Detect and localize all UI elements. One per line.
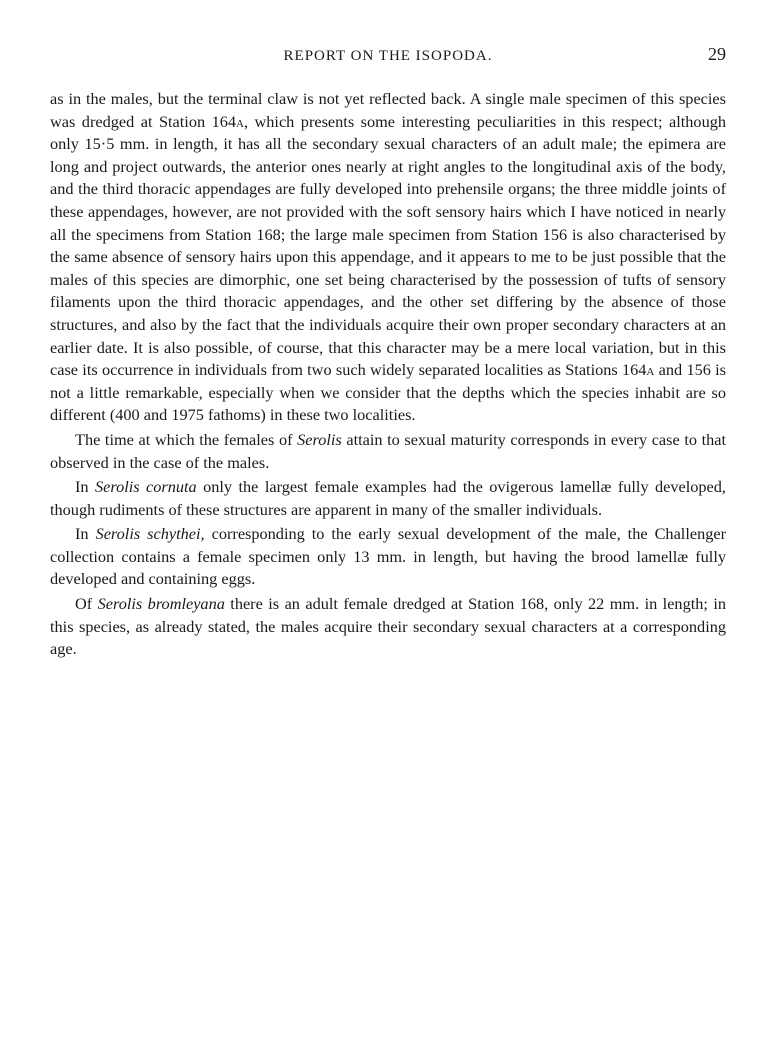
paragraph-5	[50, 593, 726, 661]
text-segment: there is an adult female dredged at Station 168, only 22 mm. in length; in this species, as already stated, the males acquire their secondary sexual characters at a corresponding age.	[50, 594, 726, 659]
paragraph-4	[50, 523, 726, 591]
species-name: Serolis cornuta	[95, 477, 197, 497]
text-segment: In	[75, 524, 96, 544]
text-segment: and 156 is not a little remarkable, especially when we consider that the depths which the species inhabit are so different (400 and 1975 fathoms) in these two localities.	[50, 360, 727, 425]
body-text	[50, 88, 726, 661]
page	[50, 38, 726, 663]
paragraph-1	[50, 88, 726, 427]
text-segment-small-caps: a	[236, 111, 244, 131]
species-name: Serolis bromleyana	[97, 594, 225, 614]
species-name: Serolis	[297, 429, 342, 449]
text-segment: The time at which the females of	[75, 429, 298, 449]
paragraph-2	[50, 429, 726, 474]
species-name: Serolis schythei,	[95, 524, 205, 544]
text-segment: only the largest female examples had the ovigerous lamellæ fully developed, though rudiments of these structures are apparent in many of the smaller individuals.	[50, 477, 726, 519]
paragraph-3	[50, 476, 726, 521]
text-segment: attain to sexual maturity corresponds in every case to that observed in the case of the males.	[50, 429, 726, 472]
running-header	[50, 38, 726, 68]
running-title: REPORT ON THE ISOPODA.	[283, 48, 493, 64]
text-segment: , which presents some interesting peculiarities in this respect; although only 15·5 mm. in length, it has all the secondary sexual characters of an adult male; the epimera are long and project outwards, the anterior ones nearly at right angles to the longitudinal axis of the body, and the third thoracic appendages are fully developed into prehensile organs; the three middle joints of these appendages, however, are not provided with the soft sensory hairs which I have noticed in nearly all the specimens from Station 168; the large male specimen from Station 156 is also characterised by the same absence of sensory hairs upon this appendage, and it appears to me to be just possible that the males of this species are dimorphic, one set being characterised by the possession of tufts of sensory filaments upon the third thoracic appendages, and the other set differing by the absence of those structures, and also by the fact that the individuals acquire their own proper secondary characters at an earlier date. It is also possible, of course, that this character may be a mere local variation, but in this case its occurrence in individuals from two such widely separated localities as Stations 164	[50, 111, 726, 380]
text-segment-small-caps: a	[646, 360, 655, 380]
text-segment: Of	[75, 594, 98, 614]
text-segment: corresponding to the early sexual development of the male, the Challenger collection contains a female specimen only 13 mm. in length, but having the brood lamellæ fully developed and containing eggs.	[50, 524, 726, 589]
page-number: 29	[708, 44, 726, 64]
text-segment: In	[75, 477, 95, 497]
text-segment: as in the males, but the terminal claw is not yet reflected back. A single male specimen of this species was dredged at Station 164	[50, 89, 726, 131]
